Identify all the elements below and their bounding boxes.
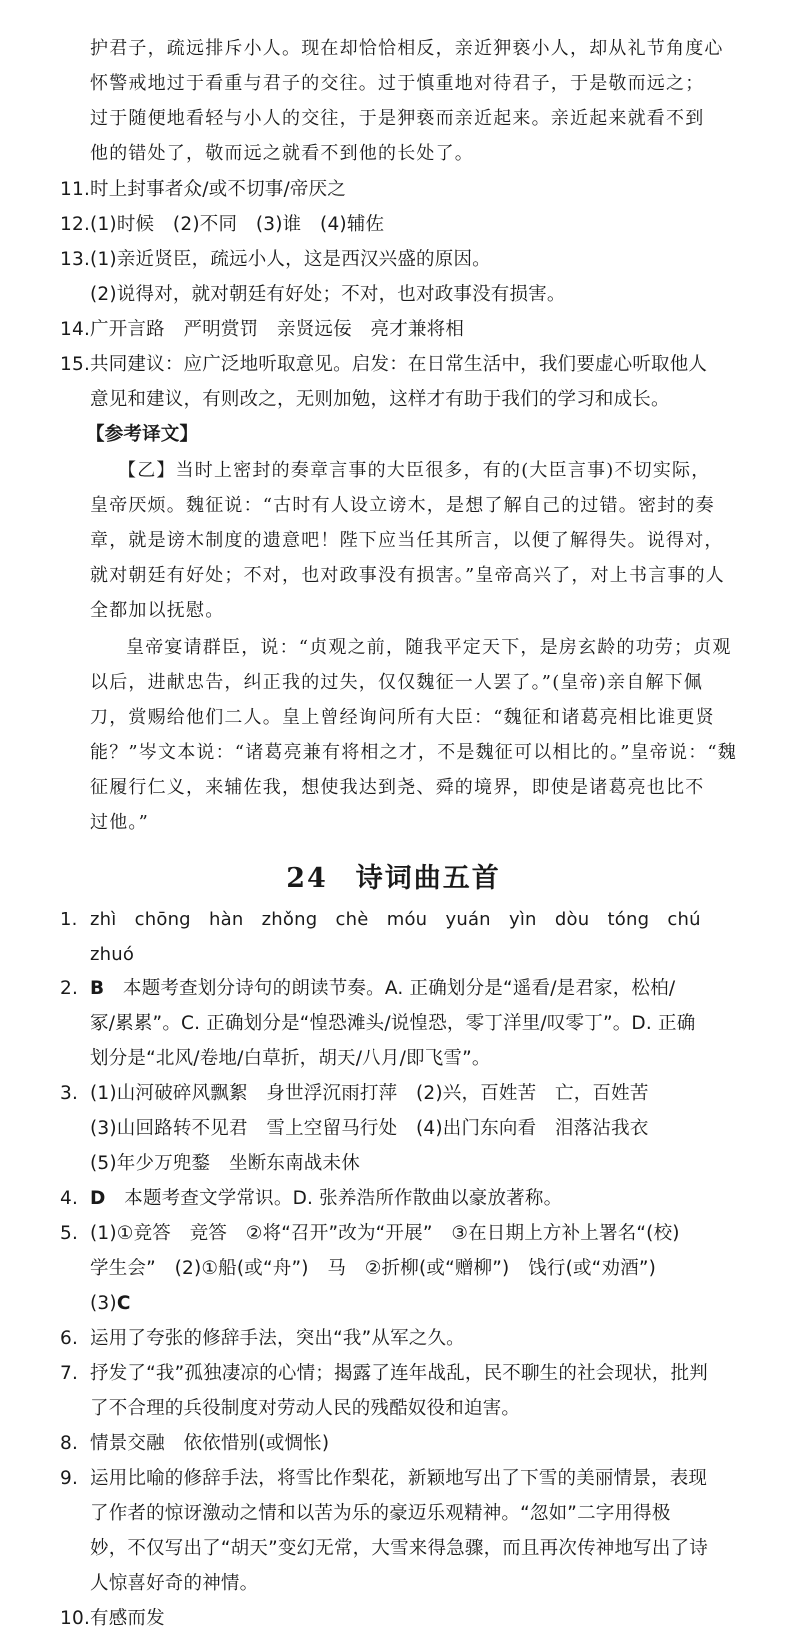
answer-item-11: 11.时上封事者众/或不切事/帝厌之: [60, 179, 346, 200]
translation-line: 【乙】当时上密封的奏章言事的大臣很多，有的(大臣言事)不切实际，: [118, 460, 711, 481]
answer-item-15-cont: 意见和建议，有则改之，无则加勉，这样才有助于我们的学习和成长。: [90, 389, 670, 410]
answer-item-7: 7. 抒发了“我”孤独凄凉的心情；揭露了连年战乱，民不聊生的社会现状，批判: [60, 1363, 708, 1384]
translation-line: 皇帝宴请群臣，说：“贞观之前，随我平定天下，是房玄龄的功劳；贞观: [126, 637, 732, 658]
translation-line: 章，就是谤木制度的遗意吧！陛下应当任其所言，以便了解得失。说得对，: [90, 530, 724, 551]
answer-item-8: 8. 情景交融 依依惜别(或惆怅): [60, 1433, 330, 1454]
answer-item-13: 13.(1)亲近贤臣，疏远小人，这是西汉兴盛的原因。: [60, 249, 491, 270]
translation-line: 过于随便地看轻与小人的交往，于是狎亵而亲近起来。亲近起来就看不到: [90, 108, 705, 129]
section-name: 诗词曲五首: [355, 863, 501, 894]
answer-item-9-cont: 人惊喜好奇的神情。: [90, 1573, 259, 1594]
answer-item-5: 5. (1)①竞答 竞答 ②将“召开”改为“开展” ③在日期上方补上署名“(校): [60, 1223, 680, 1244]
answer-item-9: 9. 运用比喻的修辞手法，将雪比作梨花，新颖地写出了下雪的美丽情景，表现: [60, 1468, 708, 1489]
answer-item-9-cont: 了作者的惊讶激动之情和以苦为乐的豪迈乐观精神。“忽如”二字用得极: [90, 1503, 671, 1524]
translation-line: 刀，赏赐给他们二人。皇上曾经询问所有大臣：“魏征和诸葛亮相比谁更贤: [90, 707, 715, 728]
answer-item-3-cont: (5)年少万兜鍪 坐断东南战未休: [90, 1153, 360, 1174]
answer-item-9-cont: 妙，不仅写出了“胡天”变幻无常，大雪来得急骤，而且再次传神地写出了诗: [90, 1538, 708, 1559]
answer-item-3-cont: (3)山回路转不见君 雪上空留马行处 (4)出门东向看 泪落沾我衣: [90, 1118, 649, 1139]
translation-line: 护君子，疏远排斥小人。现在却恰恰相反，亲近狎亵小人，却从礼节角度心: [90, 38, 724, 59]
answer-item-2: 2. B 本题考查划分诗句的朗读节奏。A. 正确划分是“遥看/是君家，松柏/: [60, 978, 676, 999]
translation-line: 过他。”: [90, 812, 150, 833]
translation-line: 以后，进献忠告，纠正我的过失，仅仅魏征一人罢了。”(皇帝)亲自解下佩: [90, 672, 704, 693]
answer-item-2-cont: 冢/累累”。C. 正确划分是“惶恐滩头/说惶恐，零丁洋里/叹零丁”。D. 正确: [90, 1013, 696, 1034]
answer-item-12: 12.(1)时候 (2)不同 (3)谁 (4)辅佐: [60, 214, 385, 235]
answer-item-14: 14.广开言路 严明赏罚 亲贤远佞 亮才兼将相: [60, 319, 465, 340]
translation-line: 皇帝厌烦。魏征说：“古时有人设立谤木，是想了解自己的过错。密封的奏: [90, 495, 715, 516]
answer-item-15: 15.共同建议：应广泛地听取意见。启发：在日常生活中，我们要虚心听取他人: [60, 354, 708, 375]
answer-item-6: 6. 运用了夸张的修辞手法，突出“我”从军之久。: [60, 1328, 465, 1349]
answer-item-5-cont: (3)C: [90, 1293, 131, 1314]
answer-item-5-cont: 学生会” (2)①船(或“舟”) 马 ②折柳(或“赠柳”) 饯行(或“劝酒”): [90, 1258, 657, 1279]
translation-line: 怀警戒地过于看重与君子的交往。过于慎重地对待君子，于是敬而远之；: [90, 73, 705, 94]
answer-item-1: 1. zhì chōng hàn zhǒng chè móu yuán yìn dòu tóng chú: [60, 909, 701, 930]
answer-item-2-cont: 划分是“北风/卷地/白草折，胡天/八月/即飞雪”。: [90, 1048, 491, 1069]
translation-line: 就对朝廷有好处；不对，也对政事没有损害。”皇帝高兴了，对上书言事的人: [90, 565, 725, 586]
answer-item-3: 3. (1)山河破碎风飘絮 身世浮沉雨打萍 (2)兴，百姓苦 亡，百姓苦: [60, 1083, 649, 1104]
translation-line: 征履行仁义，来辅佐我，想使我达到尧、舜的境界，即使是诸葛亮也比不: [90, 777, 705, 798]
section-number: 24: [286, 863, 328, 894]
translation-line: 全都加以抚慰。: [90, 600, 225, 621]
answer-item-7-cont: 了不合理的兵役制度对劳动人民的残酷奴役和迫害。: [90, 1398, 521, 1419]
answer-item-13-cont: (2)说得对，就对朝廷有好处；不对，也对政事没有损害。: [90, 284, 566, 305]
translation-line: 能？”岑文本说：“诸葛亮兼有将相之才，不是魏征可以相比的。”皇帝说：“魏: [90, 742, 738, 763]
answer-item-1-cont: zhuó: [90, 944, 135, 965]
translation-line: 他的错处了，敬而远之就看不到他的长处了。: [90, 143, 474, 164]
section-title: [0, 856, 787, 895]
reference-label: 【参考译文】: [86, 424, 199, 445]
answer-item-10: 10.有感而发: [60, 1608, 165, 1629]
answer-item-4: 4. D 本题考查文学常识。D. 张养浩所作散曲以豪放著称。: [60, 1188, 563, 1209]
